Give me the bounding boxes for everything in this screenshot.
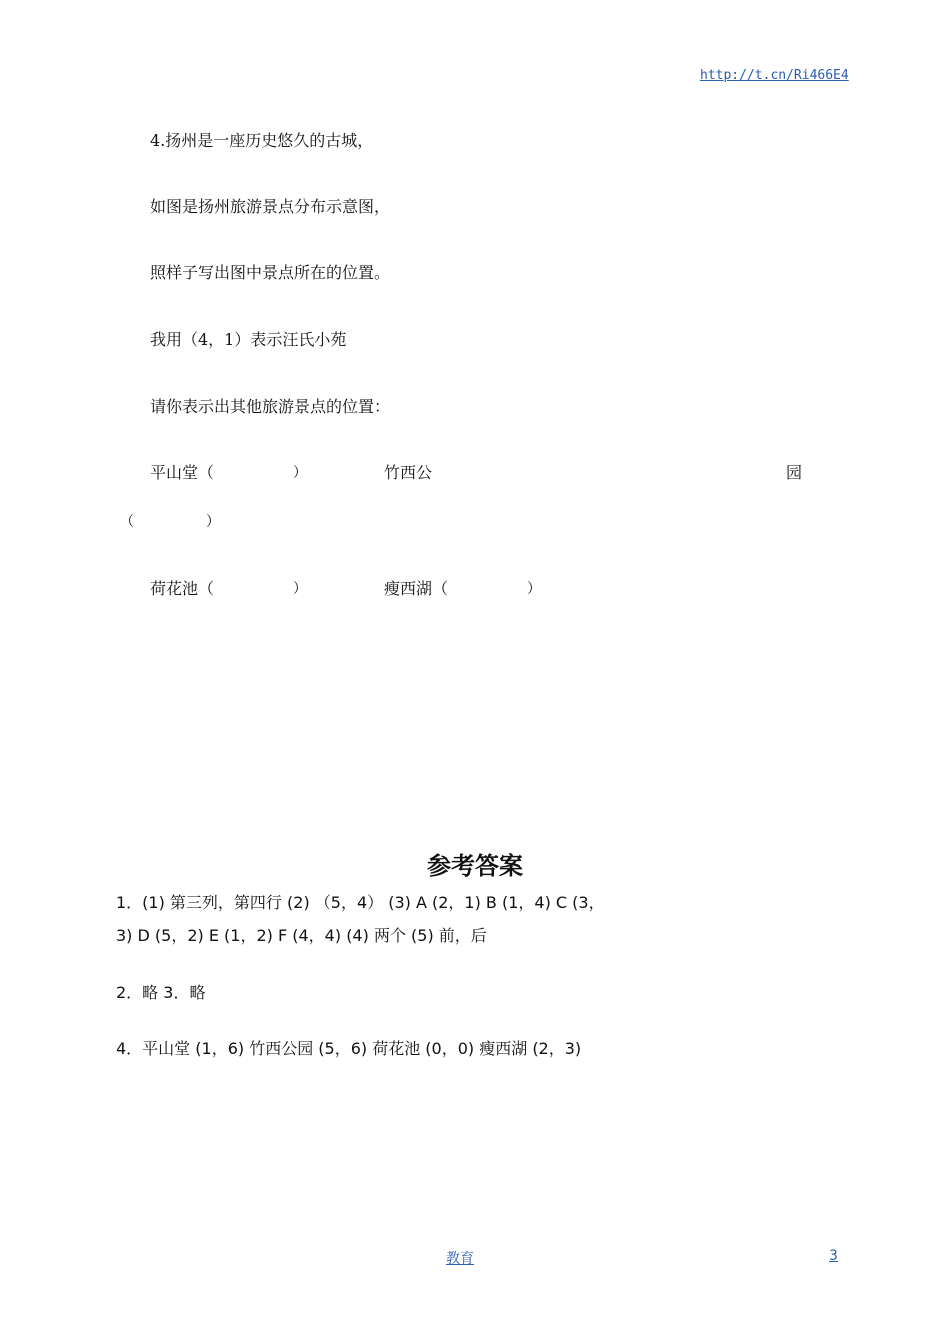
zhuxigong-label: 竹西公 [384, 463, 433, 482]
answer-4: 4．平山堂 (1，6) 竹西公园 (5，6) 荷花池 (0，0) 瘦西湖 (2，3) [116, 1039, 582, 1058]
shouxihu-label: 瘦西湖（ [384, 579, 449, 598]
answer-1-line2: 3) D (5，2) E (1，2) F (4，4) (4) 两个 (5) 前，后 [116, 926, 487, 945]
question-4-prompt: 请你表示出其他旅游景点的位置： [150, 397, 391, 416]
hehuachi-label: 荷花池（ [150, 579, 215, 598]
shouxihu-close: ） [527, 581, 541, 597]
page-number[interactable]: 3 [829, 1248, 838, 1264]
header-link[interactable]: http://t.cn/Ri466E4 [700, 68, 849, 83]
answer-2-3: 2．略 3．略 [116, 983, 206, 1002]
pingshantang-close: ） [293, 465, 307, 481]
question-4-line3: 照样子写出图中景点所在的位置。 [150, 263, 391, 282]
hehuachi-close: ） [293, 581, 307, 597]
footer-link[interactable]: 教育 [446, 1251, 474, 1267]
answers-title: 参考答案 [427, 852, 523, 880]
answer-1-line1: 1．(1) 第三列，第四行 (2) （5，4） (3) A (2，1) B (1，4) C (3， [116, 893, 605, 912]
question-4-example: 我用（4，1）表示汪氏小苑 [150, 330, 347, 349]
pingshantang-label: 平山堂（ [150, 463, 215, 482]
question-4-intro: 4.扬州是一座历史悠久的古城， [150, 131, 374, 150]
zhuxigongyuan-open: （ [120, 514, 134, 530]
zhuxigongyuan-close: ） [206, 514, 220, 530]
question-4-line2: 如图是扬州旅游景点分布示意图， [150, 197, 391, 216]
yuan-label: 园 [786, 463, 803, 482]
